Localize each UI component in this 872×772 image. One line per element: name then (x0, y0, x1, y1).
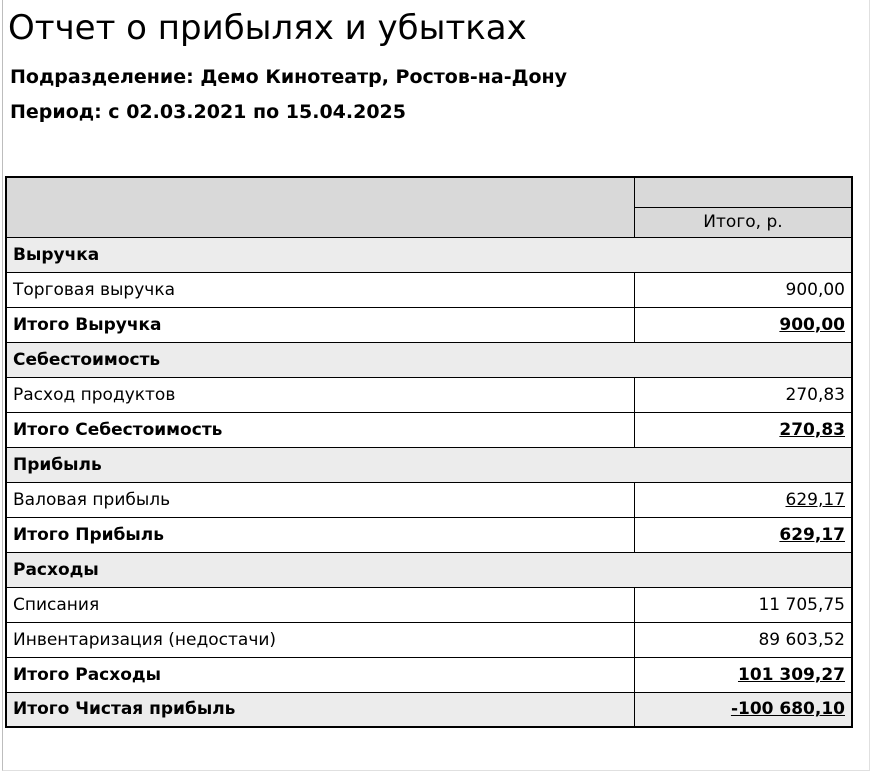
row-label: Расход продуктов (6, 377, 634, 412)
row-label: Торговая выручка (6, 272, 634, 307)
section-row-cost (6, 342, 852, 377)
table-row (6, 482, 852, 517)
row-value[interactable]: 629,17 (785, 489, 845, 510)
total-value[interactable]: 270,83 (779, 419, 845, 440)
total-label: Итого Себестоимость (6, 412, 634, 447)
net-profit-value[interactable]: -100 680,10 (730, 699, 845, 720)
report-period: Период: с 02.03.2021 по 15.04.2025 (10, 101, 406, 123)
row-value: 270,83 (634, 377, 852, 412)
row-label: Инвентаризация (недостачи) (6, 622, 634, 657)
header-empty-cell (6, 177, 634, 237)
row-label: Списания (6, 587, 634, 622)
section-label: Расходы (6, 552, 852, 587)
row-label: Валовая прибыль (6, 482, 634, 517)
row-value: 900,00 (634, 272, 852, 307)
section-row-profit (6, 447, 852, 482)
total-value[interactable]: 900,00 (779, 314, 845, 335)
section-row-expenses (6, 552, 852, 587)
total-value[interactable]: 101 309,27 (737, 664, 845, 685)
row-value: 89 603,52 (634, 622, 852, 657)
report-title: Отчет о прибылях и убытках (8, 8, 527, 48)
total-row-net-profit (6, 692, 852, 727)
row-value: 11 705,75 (634, 587, 852, 622)
total-value-cell (634, 517, 852, 552)
report-subdivision: Подразделение: Демо Кинотеатр, Ростов-на-Дону (10, 66, 568, 88)
header-group-cell (634, 177, 852, 207)
section-row-revenue (6, 237, 852, 272)
total-label: Итого Расходы (6, 657, 634, 692)
total-row-profit (6, 517, 852, 552)
table-row (6, 622, 852, 657)
table-row (6, 377, 852, 412)
total-label: Итого Выручка (6, 307, 634, 342)
profit-loss-table (5, 176, 853, 728)
total-value-cell (634, 307, 852, 342)
total-label: Итого Прибыль (6, 517, 634, 552)
total-value[interactable]: 629,17 (779, 524, 845, 545)
header-total-column: Итого, р. (634, 207, 852, 237)
total-row-revenue (6, 307, 852, 342)
row-value-cell (634, 482, 852, 517)
section-label: Прибыль (6, 447, 852, 482)
total-value-cell (634, 692, 852, 727)
table-row (6, 587, 852, 622)
table-header-row (6, 177, 852, 207)
total-label: Итого Чистая прибыль (6, 692, 634, 727)
total-row-expenses (6, 657, 852, 692)
total-value-cell (634, 657, 852, 692)
section-label: Выручка (6, 237, 852, 272)
total-value-cell (634, 412, 852, 447)
section-label: Себестоимость (6, 342, 852, 377)
table-row (6, 272, 852, 307)
total-row-cost (6, 412, 852, 447)
